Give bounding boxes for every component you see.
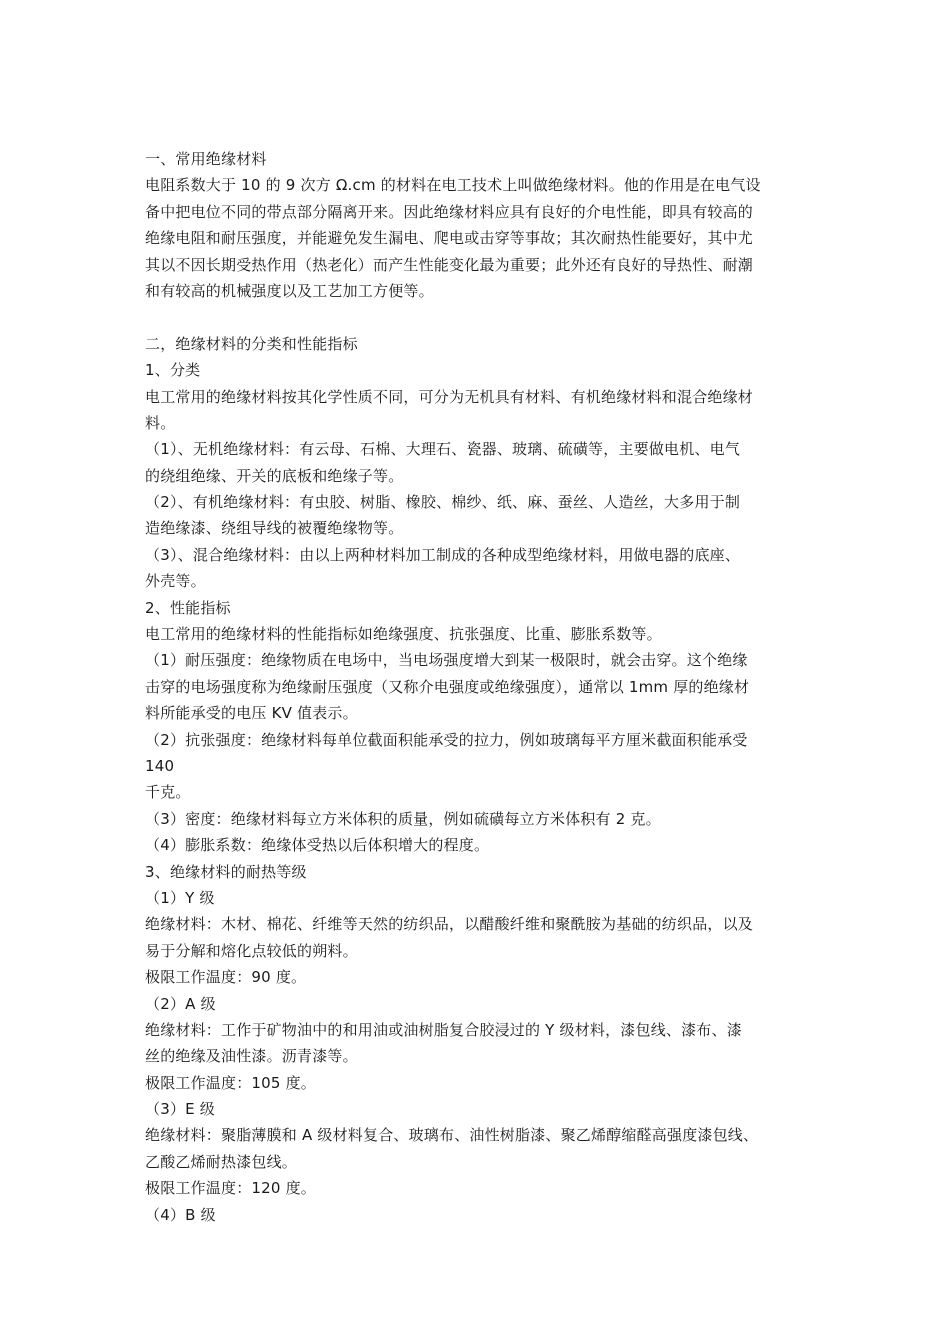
text-line: 料所能承受的电压 KV 值表示。	[145, 704, 358, 723]
text-line: 易于分解和熔化点较低的朔料。	[145, 941, 358, 960]
text-line: （1）Y 级	[145, 888, 215, 907]
text-line: （2）A 级	[145, 994, 216, 1013]
text-line: 绝缘材料：聚脂薄膜和 A 级材料复合、玻璃布、油性树脂漆、聚乙烯醇缩醛高强度漆包线、	[145, 1126, 759, 1145]
text-line: 极限工作温度：120 度。	[145, 1179, 316, 1198]
text-line: （3）、混合绝缘材料：由以上两种材料加工制成的各种成型绝缘材料，用做电器的底座、	[145, 545, 741, 564]
text-line: 140	[145, 756, 175, 775]
text-line: 2、性能指标	[145, 598, 231, 617]
document-body	[145, 146, 815, 1228]
text-line: 绝缘材料：木材、棉花、纤维等天然的纺织品，以醋酸纤维和聚酰胺为基础的纺织品，以及	[145, 915, 754, 934]
text-line: 其以不因长期受热作用（热老化）而产生性能变化最为重要；此外还有良好的导热性、耐潮	[145, 255, 754, 274]
text-line: 绝缘电阻和耐压强度，并能避免发生漏电、爬电或击穿等事故；其次耐热性能要好，其中尤	[145, 229, 754, 248]
text-line: 外壳等。	[145, 572, 206, 591]
text-line: 绝缘材料：工作于矿物油中的和用油或油树脂复合胶浸过的 Y 级材料，漆包线、漆布、漆	[145, 1020, 742, 1039]
text-line: （3）E 级	[145, 1100, 215, 1119]
text-line: 极限工作温度：105 度。	[145, 1073, 316, 1092]
text-line: （3）密度：绝缘材料每立方米体积的质量，例如硫磺每立方米体积有 2 克。	[145, 809, 661, 828]
text-line: （4）膨胀系数：绝缘体受热以后体积增大的程度。	[145, 836, 490, 855]
text-line: （4）B 级	[145, 1205, 216, 1224]
text-line: 电阻系数大于 10 的 9 次方 Ω.cm 的材料在电工技术上叫做绝缘材料。他的作用是在电气设	[145, 176, 761, 195]
text-line: （1）、无机绝缘材料：有云母、石棉、大理石、瓷器、玻璃、硫磺等，主要做电机、电气	[145, 440, 741, 459]
text-line: 乙酸乙烯耐热漆包线。	[145, 1152, 298, 1171]
text-line: 3、绝缘材料的耐热等级	[145, 862, 307, 881]
section-spacer	[145, 304, 815, 330]
text-line: 1、分类	[145, 361, 201, 380]
section-2-heading: 二，绝缘材料的分类和性能指标	[145, 334, 358, 353]
text-line: 料。	[145, 413, 176, 432]
text-line: 备中把电位不同的带点部分隔离开来。因此绝缘材料应具有良好的介电性能，即具有较高的	[145, 202, 754, 221]
section-1-heading: 一、常用绝缘材料	[145, 150, 267, 168]
text-line: 击穿的电场强度称为绝缘耐压强度（又称介电强度或绝缘强度），通常以 1mm 厚的绝缘材	[145, 677, 750, 696]
text-line: 极限工作温度：90 度。	[145, 968, 307, 987]
section-1-paragraph	[145, 172, 815, 304]
text-line: （2）抗张强度：绝缘材料每单位截面积能承受的拉力，例如玻璃每平方厘米截面积能承受	[145, 730, 748, 749]
section-2-body	[145, 357, 815, 1228]
text-line: 电工常用的绝缘材料按其化学性质不同，可分为无机具有材料、有机绝缘材料和混合绝缘材	[145, 387, 754, 406]
text-line: 丝的绝缘及油性漆。沥青漆等。	[145, 1047, 358, 1066]
text-line: 千克。	[145, 783, 191, 802]
text-line: 造绝缘漆、绕组导线的被覆绝缘物等。	[145, 519, 404, 538]
text-line: （1）耐压强度：绝缘物质在电场中，当电场强度增大到某一极限时，就会击穿。这个绝缘	[145, 651, 748, 670]
text-line: 和有较高的机械强度以及工艺加工方便等。	[145, 281, 434, 300]
text-line: 的绕组绝缘、开关的底板和绝缘子等。	[145, 466, 404, 485]
text-line: （2）、有机绝缘材料：有虫胶、树脂、橡胶、棉纱、纸、麻、蚕丝、人造丝，大多用于制	[145, 493, 741, 512]
text-line: 电工常用的绝缘材料的性能指标如绝缘强度、抗张强度、比重、膨胀系数等。	[145, 625, 662, 644]
